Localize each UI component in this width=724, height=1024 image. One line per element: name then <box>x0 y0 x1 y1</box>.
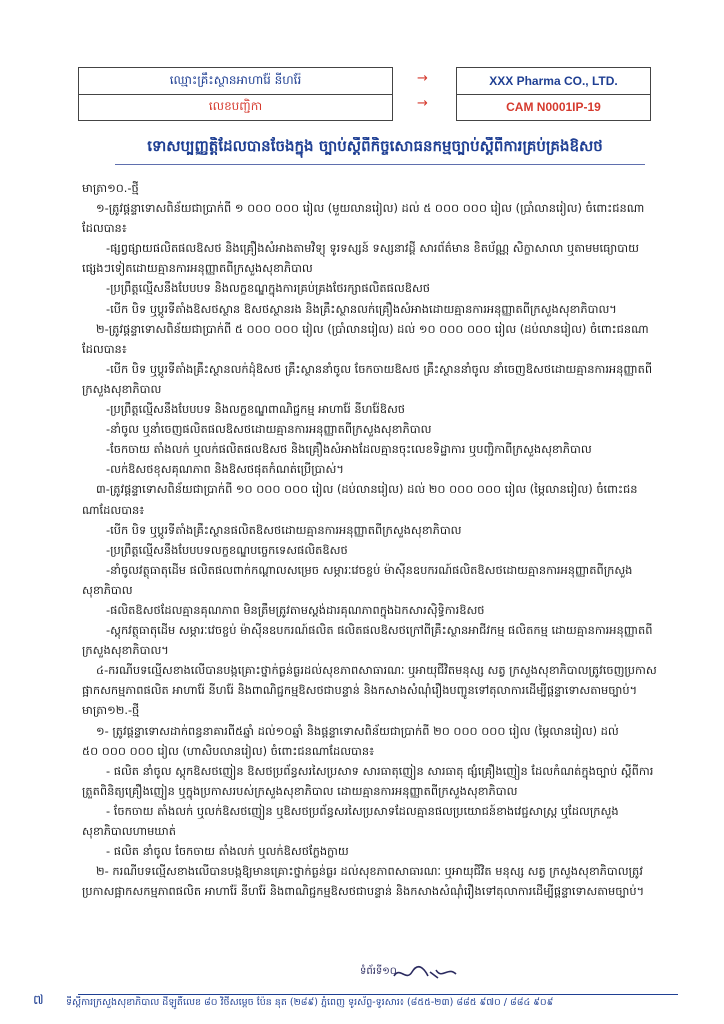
page-label: ទំព័រទី១០ <box>360 966 397 977</box>
text-line: - ផលិត នាំចូល ស្តុកឱសថញៀន ឱសថប្រព័ន្ធសរសៃប្រសាទ សារធាតុញៀន សារធាតុ ផ្សំគ្រឿងញៀន ដែលកំណត់ក្នុងច្បាប់ ស្តីពីការ <box>106 763 654 778</box>
text-line: មាត្រា១២.-ថ្មី <box>82 703 140 718</box>
text-line: ត្រួតពិនិត្យគ្រឿងញៀន ឬក្នុងប្រកាសរបស់ក្រសួងសុខាភិបាល ដោយគ្មានការអនុញ្ញាតពីក្រសួងសុខាភិបាល <box>82 783 518 798</box>
text-line: ៤-ករណីបទល្មើសខាងលើបានបង្កគ្រោះថ្នាក់ធ្ងន់ធ្ងរដល់សុខភាពសាធារណៈ ឬអាយុជីវិតមនុស្ស សត្វ ក្រសួងសុខាភិបាលត្រូវចេញប្រកាស <box>96 663 657 678</box>
text-line: ៣-ត្រូវផ្តន្ទាទោសពិន័យជាប្រាក់ពី ១០ ០០០ ០០០ រៀល (ដប់លានរៀល) ដល់ ២០ ០០០ ០០០ រៀល (ម្ភៃលានរៀល) ចំពោះជន <box>96 482 638 497</box>
text-line: -ប្រព្រឹត្តល្មើសនឹងបែបបទ និងលក្ខខណ្ឌពាណិជ្ជកម្ម អាហារ៉ែ នីហរ៉ែឱសថ <box>106 402 406 417</box>
document-title: ទោសប្បញ្ញត្តិដែលបានចែងក្នុង ច្បាប់ស្តីពីកិច្ចសោធនកម្មច្បាប់ស្តីពីការគ្រប់គ្រងឱសថ <box>147 137 603 155</box>
text-line: -ស្តុកវត្ថុធាតុដើម សម្ភារៈវេចខ្ចប់ ម៉ាស៊ីនឧបករណ៍ផលិត ផលិតផលឱសថក្រៅពីគ្រឹះស្ថានអាជីវកម្ម ផលិតកម្ម ដោយគ្មានការអនុញ្ញាតពី <box>106 623 653 638</box>
document-body <box>82 178 677 901</box>
text-line: ក្រសួងសុខាភិបាល <box>82 381 162 396</box>
text-line: ដែលបាន៖ <box>82 221 127 236</box>
arrow-icon: → <box>417 71 428 86</box>
text-line: ២-ត្រូវផ្តន្ទាទោសពិន័យជាប្រាក់ពី ៥ ០០០ ០០០ រៀល (ប្រាំលានរៀល) ដល់ ១០ ០០០ ០០០ រៀល (ដប់លានរៀល) ចំពោះជនណា <box>96 321 649 336</box>
text-line: ២- ករណីបទល្មើសខាងលើបានបង្កឱ្យមានគ្រោះថ្នាក់ធ្ងន់ធ្ងរ ដល់សុខភាពសាធារណៈ ឬអាយុជីវិត មនុស្ស សត្វ ក្រសួងសុខាភិបាលត្រូវ <box>96 864 643 879</box>
text-line: -បើក បិទ ឬប្តូរទីតាំងគ្រឹះស្ថានផលិតឱសថដោយគ្មានការអនុញ្ញាតពីក្រសួងសុខាភិបាល <box>106 522 462 537</box>
text-line: -ផលិតឱសថដែលគ្មានគុណភាព មិនត្រឹមត្រូវតាមស្តង់ដារគុណភាពក្នុងឯកសារស៊ិទ្ធិការឱសថ <box>106 602 485 617</box>
company-name: XXX Pharma CO., LTD. <box>489 73 618 88</box>
label-name: ឈ្មោះគ្រឹះស្ថានអាហារ៉ែ នីហរ៉ែ <box>169 72 302 87</box>
header-label-box <box>78 67 393 121</box>
label-number: លេខបញ្ជិកា <box>79 94 392 121</box>
text-line: -បើក បិទ ឬប្តូរទីតាំងគ្រឹះស្ថានលក់ដុំឱសថ គ្រឹះស្ថាននាំចូល ចែកចាយឱសថ គ្រឹះស្ថាននាំចូល នាំចេញឱសថដោយគ្មានការអនុញ្ញាតពី <box>106 361 653 376</box>
text-line: -ចែកចាយ តាំងលក់ ឬលក់ផលិតផលឱសថ និងគ្រឿងសំអាងដែលគ្មានចុះលេខទិដ្ឋាការ ឬបញ្ជិកាពីក្រសួងសុខាភិបាល <box>106 442 592 457</box>
text-line: - ចែកចាយ តាំងលក់ ឬលក់ឱសថញៀន ឬឱសថប្រព័ន្ធសរសៃប្រសាទដែលគ្មានផលប្រយោជន៍ខាងវេជ្ជសាស្ត្រ ឬដែលក្រសួង <box>106 803 619 818</box>
text-line: ក្រសួងសុខាភិបាល។ <box>82 643 169 658</box>
text-line: ៥០ ០០០ ០០០ រៀល (ហាសិបលានរៀល) ចំពោះជនណាដែលបាន៖ <box>82 743 375 758</box>
text-line: សុខាភិបាល <box>82 582 133 597</box>
arrow-icon: → <box>417 96 428 111</box>
text-line: សុខាភិបាលហាមឃាត់ <box>82 824 176 838</box>
text-line: -ប្រព្រឹត្តល្មើសនឹងបែបបទ និងលក្ខខណ្ឌក្នុងការគ្រប់គ្រងថែរក្សាផលិតផលឱសថ <box>106 281 431 296</box>
registration-number: CAM N0001IP-19 <box>457 94 650 121</box>
text-line: -លក់ឱសថខុសគុណភាព និងឱសថផុតកំណត់ប្រើប្រាស់។ <box>106 462 344 477</box>
footer-divider <box>78 994 678 995</box>
text-line: មាត្រា១០.-ថ្មី <box>82 181 139 195</box>
text-line: ផ្សេងៗទៀតដោយគ្មានការអនុញ្ញាតពីក្រសួងសុខាភិបាល <box>82 261 313 276</box>
text-line: -ប្រព្រឹត្តល្មើសនឹងបែបបទលក្ខខណ្ឌបច្ចេកទេសផលិតឱសថ <box>106 542 348 557</box>
text-line: ផ្អាកសកម្មភាពផលិត អាហារ៉ែ នីហរ៉ែ និងពាណិជ្ជកម្មឱសថជាបន្ទាន់ និងកសាងសំណុំរឿងបញ្ជូនទៅតុលាការដើម្បីផ្តន្ទាទោសតាមច្បាប់។ <box>82 683 638 698</box>
text-line: - ផលិត នាំចូល ចែកចាយ តាំងលក់ ឬលក់ឱសថក្លែងក្លាយ <box>106 844 349 859</box>
text-line: -នាំចូល ឬនាំចេញផលិតផលឱសថដោយគ្មានការអនុញ្ញាតពីក្រសួងសុខាភិបាល <box>106 422 432 437</box>
title-underline <box>115 164 645 165</box>
text-line: ១- ត្រូវផ្តន្ទាទោសដាក់ពន្ធនាគារពី៥ឆ្នាំ ដល់១០ឆ្នាំ និងផ្តន្ទាទោសពិន័យជាប្រាក់ពី ២០ ០០០ ០០០ រៀល (ម្ភៃលានរៀល) ដល់ <box>96 723 619 738</box>
text-line: ប្រកាសផ្អាកសកម្មភាពផលិត អាហារ៉ែ នីហរ៉ែ និងពាណិជ្ជកម្មឱសថជាបន្ទាន់ និងកសាងសំណុំរឿងទៅតុលាការដើម្បីផ្តន្ទាទោសតាមច្បាប់។ <box>82 884 645 899</box>
text-line: -បើក បិទ ឬប្តូរទីតាំងឱសថស្ថាន ឱសថស្ថានរង និងគ្រឹះស្ថានលក់គ្រឿងសំអាងដោយគ្មានការអនុញ្ញាតពីក្រសួងសុខាភិបាល។ <box>106 301 617 316</box>
page-number: ៧ <box>33 993 44 1008</box>
text-line: ដែលបាន៖ <box>82 341 127 356</box>
text-line: ១-ត្រូវផ្តន្ទាទោសពិន័យជាប្រាក់ពី ១ ០០០ ០០០ រៀល (មួយលានរៀល) ដល់ ៥ ០០០ ០០០ រៀល (ប្រាំលានរៀល) ចំពោះជនណា <box>96 201 645 216</box>
text-line: -នាំចូលវត្ថុធាតុដើម ផលិតផលពាក់កណ្តាលសម្រេច សម្ភារៈវេចខ្ចប់ ម៉ាស៊ីនឧបករណ៍ផលិតឱសថដោយគ្មានការអនុញ្ញាតពីក្រសួង <box>106 562 633 577</box>
text-line: ណាដែលបាន៖ <box>82 502 145 517</box>
text-line: -ផ្សព្វផ្សាយផលិតផលឱសថ និងគ្រឿងសំអាងតាមវិទ្យុ ទូរទស្សន៍ ទស្សនាវដ្តី សារព័ត៌មាន ខិតប័ណ្ណ សិក្ខាសាលា ឬតាមមធ្យោបាយ <box>106 241 639 256</box>
footer-address: ទីស្តីការក្រសួងសុខាភិបាល ដីឡូតិ៍លេខ ៨០ វិថីសម្តេច ប៉ែន នុត (២៨៩) ភ្នំពេញ ទូរស័ព្ទ-ទូរសារ៖ (៨៥៥-២៣) ៨៨៥ ៩៧០ / ៨៨៤ ៩០៩ <box>66 997 554 1008</box>
signature-icon <box>390 962 460 984</box>
header-value-box <box>456 67 651 121</box>
